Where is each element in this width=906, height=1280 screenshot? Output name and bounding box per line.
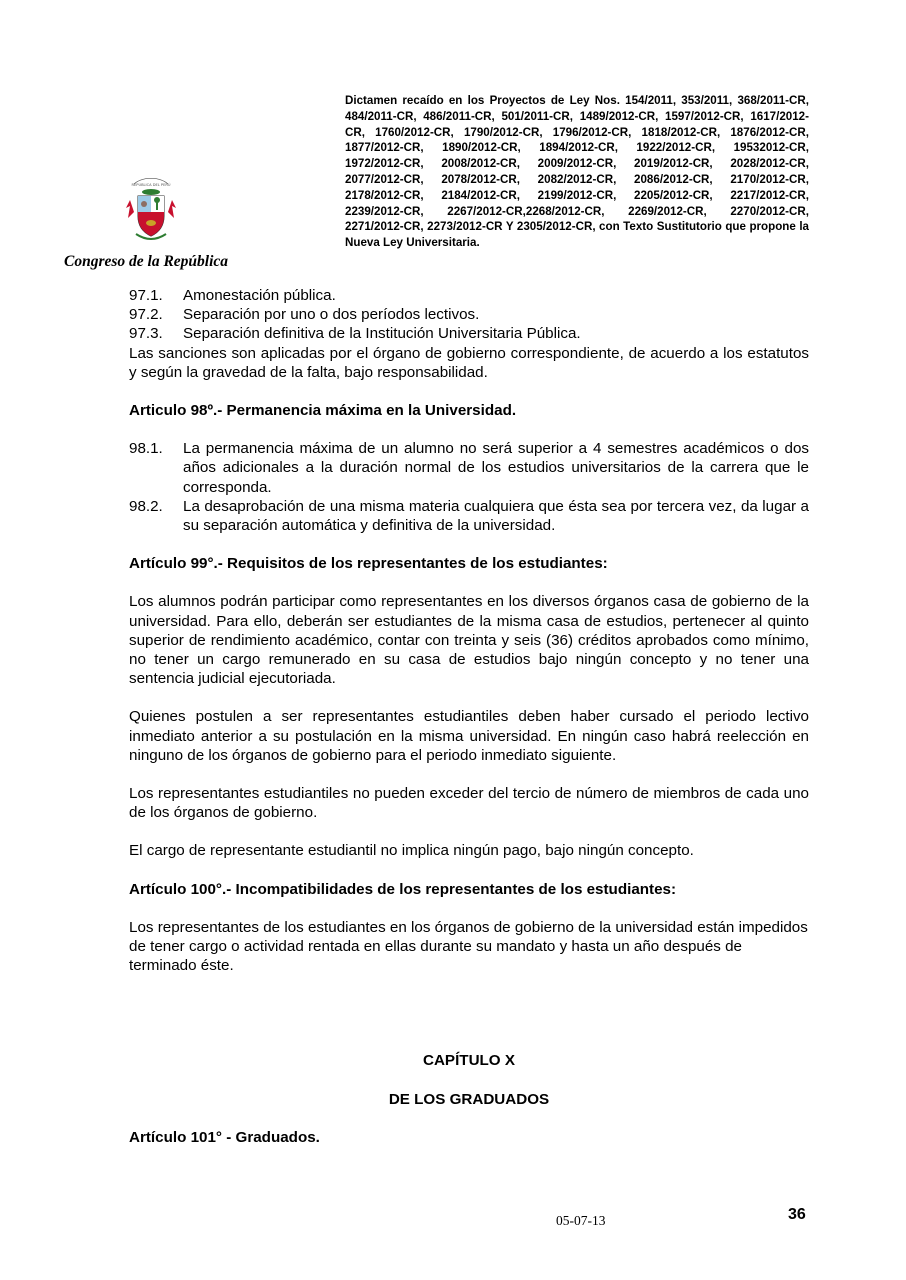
list-item (129, 286, 809, 305)
list-item (129, 497, 809, 535)
item-number: 97.3. (129, 325, 163, 343)
item-number: 98.2. (129, 497, 163, 515)
paragraph: Los representantes estudiantiles no pueden exceder del tercio de número de miembros de cada uno de los órganos de gobierno. (129, 785, 809, 822)
chapter-subtitle: DE LOS GRADUADOS (388, 1090, 550, 1108)
item-text: La permanencia máxima de un alumno no será superior a 4 semestres académicos o dos años adicionales a la duración normal de los estudios universitarios de la carrera que le corresponda. (183, 440, 809, 496)
item-text: Separación definitiva de la Institución Universitaria Pública. (183, 325, 581, 343)
item-text: Amonestación pública. (183, 287, 336, 304)
list-item (129, 439, 809, 497)
paragraph: Quienes postulen a ser representantes estudiantiles deben haber cursado el periodo lectivo inmediato anterior a su postulación en la misma universidad. En ningún caso habrá reelección en ninguno de los órganos de gobierno para el periodo inmediato siguiente. (129, 708, 809, 764)
article-heading: Articulo 98º.- Permanencia máxima en la Universidad. (129, 402, 517, 420)
list-item (129, 305, 809, 324)
logo-caption: Congreso de la República (64, 253, 229, 270)
item-text: La desaprobación de una misma materia cualquiera que ésta sea por tercera vez, da lugar a su separación automática y definitiva de la universidad. (183, 497, 809, 535)
svg-text:REPÚBLICA DEL PERÚ: REPÚBLICA DEL PERÚ (131, 183, 171, 187)
chapter-title: CAPÍTULO X (423, 1052, 515, 1070)
paragraph: El cargo de representante estudiantil no implica ningún pago, bajo ningún concepto. (129, 842, 694, 860)
item-number: 97.1. (129, 287, 163, 304)
list-item (129, 324, 809, 343)
dictamen-header: Dictamen recaído en los Proyectos de Ley Nos. 154/2011, 353/2011, 368/2011-CR, 484/2011-CR, 486/2011-CR, 501/2011-CR, 1489/2012-CR, 1597/2012-CR, 1617/2012-CR, 1760/2012-CR, 1790/2012-CR, 1796/2012-CR, 1818/2012-CR, 1876/2012-CR, 1877/2012-CR, 1890/2012-CR, 1894/2012-CR, 1922/2012-CR, 19532012-CR, 1972/2012-CR, 2008/2012-CR, 2009/2012-CR, 2019/2012-CR, 2028/2012-CR, 2077/2012-CR, 2078/2012-CR, 2082/2012-CR, 2086/2012-CR, 2170/2012-CR, 2178/2012-CR, 2184/2012-CR, 2199/2012-CR, 2205/2012-CR, 2217/2012-CR, 2239/2012-CR, 2267/2012-CR,2268/2012-CR, 2269/2012-CR, 2270/2012-CR, 2271/2012-CR, 2273/2012-CR Y 2305/2012-CR, con Texto Sustitutorio que propone la Nueva Ley Universitaria. (345, 94, 809, 250)
paragraph: Los alumnos podrán participar como representantes en los diversos órganos casa de gobierno de la universidad. Para ello, deberán ser estudiantes de la misma casa de estudios, pertenecer al quinto superior de rendimiento académico, contar con treinta y seis (36) créditos aprobados como mínimo, no tener un cargo remunerado en su casa de estudios bajo ningún concepto y no tener una sentencia judicial ejecutoriada. (129, 593, 809, 688)
document-body (129, 286, 809, 1147)
footer-date: 05-07-13 (556, 1213, 606, 1228)
article-heading: Artículo 101° - Graduados. (129, 1128, 320, 1146)
article-heading: Artículo 100°.- Incompatibilidades de los representantes de los estudiantes: (129, 880, 677, 898)
paragraph: Los representantes de los estudiantes en los órganos de gobierno de la universidad están impedidos de tener cargo o actividad rentada en ellas durante su mandato y hasta un año después de terminado éste. (129, 918, 808, 975)
item-number: 98.1. (129, 440, 163, 458)
peru-coat-of-arms-icon (116, 178, 186, 248)
item-number: 97.2. (129, 306, 163, 324)
paragraph: Las sanciones son aplicadas por el órgano de gobierno correspondiente, de acuerdo a los estatutos y según la gravedad de la falta, bajo responsabilidad. (129, 344, 809, 381)
page-number: 36 (788, 1206, 806, 1223)
article-heading: Artículo 99°.- Requisitos de los representantes de los estudiantes: (129, 555, 608, 573)
item-text: Separación por uno o dos períodos lectivos. (183, 306, 480, 324)
